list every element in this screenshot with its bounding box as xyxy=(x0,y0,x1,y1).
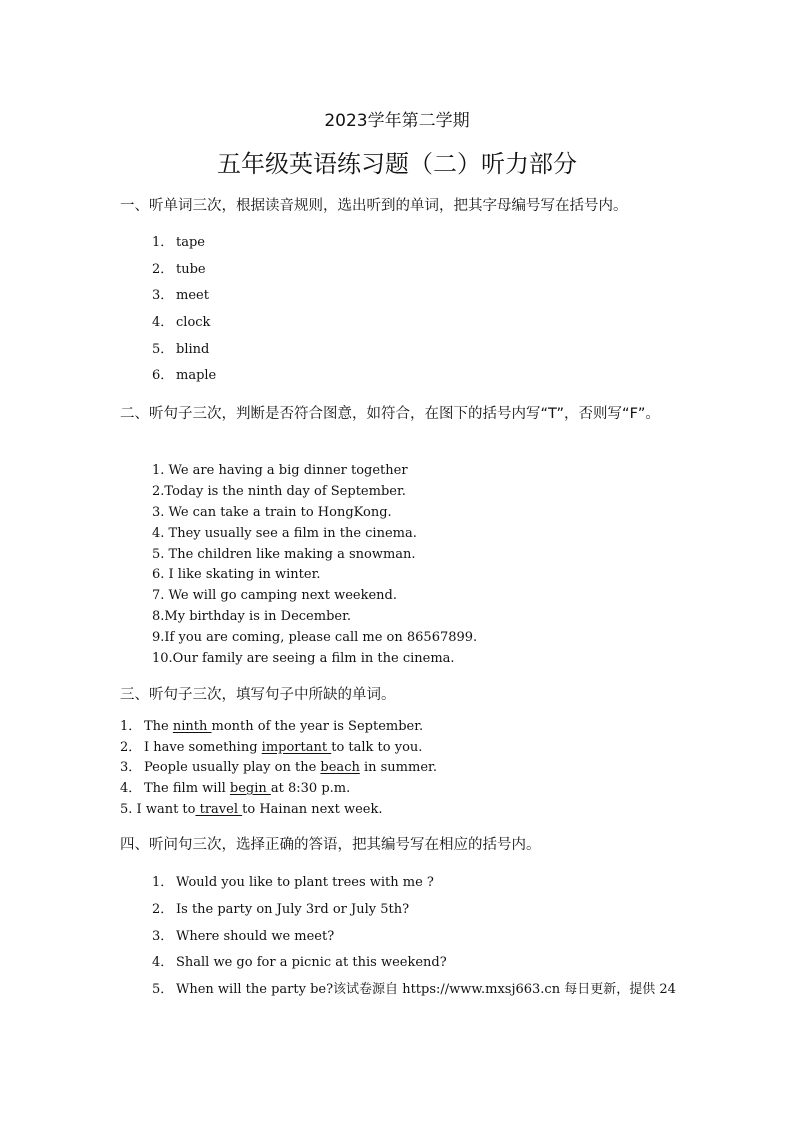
list-item: 3. We can take a train to HongKong. xyxy=(152,504,392,520)
list-item: 4. They usually see a film in the cinema. xyxy=(152,525,417,541)
list-item: 4． The film will begin at 8:30 p.m. xyxy=(120,781,351,797)
answer-blank: travel xyxy=(195,801,243,817)
list-item: 7. We will go camping next weekend. xyxy=(152,588,398,604)
list-item: 6． maple xyxy=(152,368,217,384)
section-1-heading: 一、听单词三次，根据读音规则，选出听到的单词，把其字母编号写在括号内。 xyxy=(120,198,628,214)
list-item: 3． meet xyxy=(152,288,209,304)
section-3-heading: 三、听句子三次，填写句子中所缺的单词。 xyxy=(120,687,396,703)
section-2-list xyxy=(152,461,477,670)
list-item: 1. We are having a big dinner together xyxy=(152,463,408,478)
answer-blank: ninth xyxy=(172,719,212,734)
section-3-list xyxy=(120,717,437,820)
section-4-heading: 四、听问句三次，选择正确的答语，把其编号写在相应的括号内。 xyxy=(120,837,541,853)
list-item: 1． tape xyxy=(152,235,205,250)
section-4-list xyxy=(152,870,676,1004)
list-item: 8.My birthday is in December. xyxy=(152,609,352,625)
page-title: 五年级英语练习题（二）听力部分 xyxy=(217,150,577,178)
answer-blank: important xyxy=(261,739,332,755)
list-item: 2． tube xyxy=(152,261,206,277)
list-item: 4． clock xyxy=(152,315,211,331)
list-item: 5. I want to travel to Hainan next week. xyxy=(120,801,383,817)
term-title: 2023学年第二学期 xyxy=(324,111,470,131)
answer-blank: beach xyxy=(320,760,360,776)
list-item: 3． People usually play on the beach in summer. xyxy=(120,760,437,776)
list-item: 1． The ninth month of the year is September. xyxy=(120,719,424,734)
list-item: 5． blind xyxy=(152,341,210,357)
list-item: 2． Is the party on July 3rd or July 5th? xyxy=(152,901,410,917)
section-1-list xyxy=(152,230,216,390)
list-item: 4． Shall we go for a picnic at this weekend? xyxy=(152,955,447,971)
list-item: 5． When will the party be?该试卷源自 https://www.mxsj663.cn 每日更新，提供 24 xyxy=(152,982,676,998)
answer-blank: begin xyxy=(229,781,271,797)
list-item: 5. The children like making a snowman. xyxy=(152,546,416,562)
list-item: 2． I have something important to talk to you. xyxy=(120,739,423,755)
list-item: 6. I like skating in winter. xyxy=(152,567,321,583)
list-item: 10.Our family are seeing a film in the cinema. xyxy=(152,651,455,667)
section-2-heading: 二、听句子三次，判断是否符合图意，如符合，在图下的括号内写“T”，否则写“F”。 xyxy=(120,406,660,422)
list-item: 9.If you are coming, please call me on 86567899. xyxy=(152,630,478,646)
list-item: 1． Would you like to plant trees with me ? xyxy=(152,875,434,890)
list-item: 2.Today is the ninth day of September. xyxy=(152,483,406,499)
list-item: 3． Where should we meet? xyxy=(152,928,335,944)
